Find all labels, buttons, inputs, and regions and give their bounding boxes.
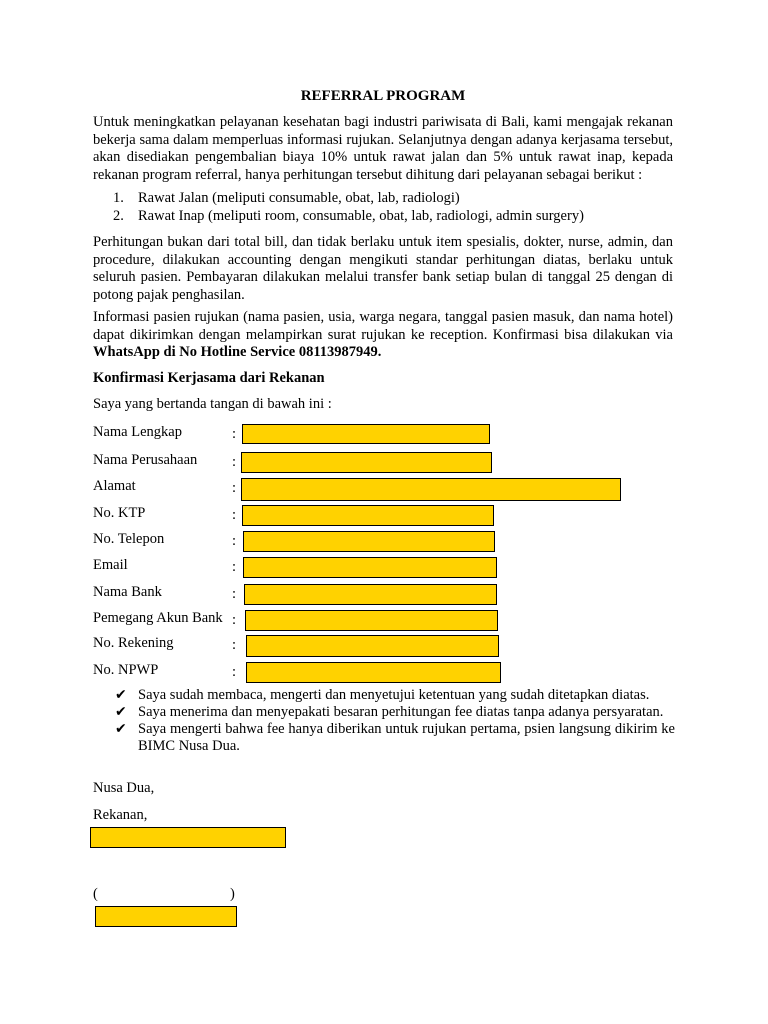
field-colon: :: [232, 559, 237, 575]
field-label: Alamat: [93, 478, 136, 494]
undersigned-text: Saya yang bertanda tangan di bawah ini :: [93, 396, 332, 412]
form-row-no-npwp: [93, 662, 693, 684]
email-field[interactable]: [243, 557, 497, 578]
list-item: [93, 190, 673, 208]
no-ktp-field[interactable]: [242, 505, 494, 526]
statement-text: Saya sudah membaca, mengerti dan menyetujui ketentuan yang sudah ditetapkan diatas.: [138, 687, 650, 703]
field-colon: :: [232, 637, 237, 653]
form-row-email: [93, 557, 693, 579]
intro-paragraph: Untuk meningkatkan pelayanan kesehatan bagi industri pariwisata di Bali, kami mengajak rekanan bekerja sama dalam memperluas informasi rujukan. Selanjutnya dengan adanya kerjasama tersebut, akan disediakan pengembalian biaya 10% untuk rawat jalan dan 5% untuk rawat inap, kepada rekanan program referral, hanya perhitungan tersebut dihitung dari pelayanan sebagai berikut :: [93, 114, 673, 183]
form-row-no-ktp: [93, 505, 693, 527]
field-label: No. Rekening: [93, 635, 174, 651]
no-telepon-field[interactable]: [243, 531, 495, 552]
signature-field[interactable]: [90, 827, 286, 848]
form-row-pemegang-akun: [93, 610, 693, 632]
form-row-no-telepon: [93, 531, 693, 553]
field-label: Email: [93, 557, 128, 573]
nama-bank-field[interactable]: [244, 584, 497, 605]
paren-close: ): [230, 886, 235, 902]
field-colon: :: [232, 612, 237, 628]
field-label: Nama Perusahaan: [93, 452, 198, 468]
field-colon: :: [232, 507, 237, 523]
list-text: Rawat Jalan (meliputi consumable, obat, lab, radiologi): [138, 190, 460, 206]
list-item: [93, 208, 673, 226]
field-colon: :: [232, 586, 237, 602]
list-text: Rawat Inap (meliputi room, consumable, obat, lab, radiologi, admin surgery): [138, 207, 584, 224]
form-row-nama-perusahaan: [93, 452, 693, 474]
check-icon: ✔: [115, 704, 127, 720]
page-title: REFERRAL PROGRAM: [300, 88, 466, 104]
hotline-text: WhatsApp di No Hotline Service 08113987949.: [93, 344, 382, 360]
list-number: 1.: [113, 190, 124, 206]
field-label: No. Telepon: [93, 531, 165, 547]
list-item: [115, 687, 675, 704]
calculation-paragraph: Perhitungan bukan dari total bill, dan tidak berlaku untuk item spesialis, dokter, nurse, admin, dan procedure, dilakukan accounting dengan mengikuti standar perhitungan diatas, berlaku untuk seluruh pasien. Pembayaran dilakukan melalui transfer bank setiap bulan di tanggal 25 dengan di potong pajak penghasilan.: [93, 234, 673, 303]
partner-label: Rekanan,: [93, 807, 148, 823]
confirm-heading: Konfirmasi Kerjasama dari Rekanan: [93, 370, 325, 386]
statements-list: [115, 687, 675, 755]
field-label: No. KTP: [93, 505, 146, 521]
check-icon: ✔: [115, 721, 127, 737]
info-paragraph: [93, 309, 673, 362]
nama-lengkap-field[interactable]: [242, 424, 490, 444]
alamat-field[interactable]: [241, 478, 621, 501]
field-label: Nama Bank: [93, 584, 162, 600]
place-text: Nusa Dua,: [93, 780, 155, 796]
field-label: No. NPWP: [93, 662, 159, 678]
field-colon: :: [232, 533, 237, 549]
field-colon: :: [232, 664, 237, 680]
statement-text: Saya menerima dan menyepakati besaran perhitungan fee diatas tanpa adanya persyaratan.: [138, 704, 664, 720]
list-number: 2.: [113, 207, 124, 224]
field-colon: :: [232, 426, 237, 442]
list-item: [115, 721, 675, 755]
form-row-alamat: [93, 478, 693, 500]
check-icon: ✔: [115, 687, 127, 703]
pemegang-akun-field[interactable]: [245, 610, 498, 631]
info-text: Informasi pasien rujukan (nama pasien, usia, warga negara, tanggal pasien masuk, dan nama hotel) dapat dikirimkan dengan melampirkan surat rujukan ke reception. Konfirmasi bisa dilakukan via: [93, 309, 673, 343]
no-npwp-field[interactable]: [246, 662, 501, 683]
services-list: [93, 190, 673, 225]
form-row-nama-bank: [93, 584, 693, 606]
no-rekening-field[interactable]: [246, 635, 499, 657]
nama-perusahaan-field[interactable]: [241, 452, 492, 473]
field-label: Nama Lengkap: [93, 424, 182, 440]
form-row-no-rekening: [93, 635, 693, 657]
statement-text: Saya mengerti bahwa fee hanya diberikan untuk rujukan pertama, psien langsung dikirim ke BIMC Nusa Dua.: [138, 721, 675, 754]
paren-open: (: [93, 886, 98, 902]
field-label: Pemegang Akun Bank: [93, 610, 223, 626]
signer-name-field[interactable]: [95, 906, 237, 927]
field-colon: :: [232, 454, 237, 470]
list-item: [115, 704, 675, 721]
form-row-nama-lengkap: [93, 424, 693, 446]
field-colon: :: [232, 480, 237, 496]
